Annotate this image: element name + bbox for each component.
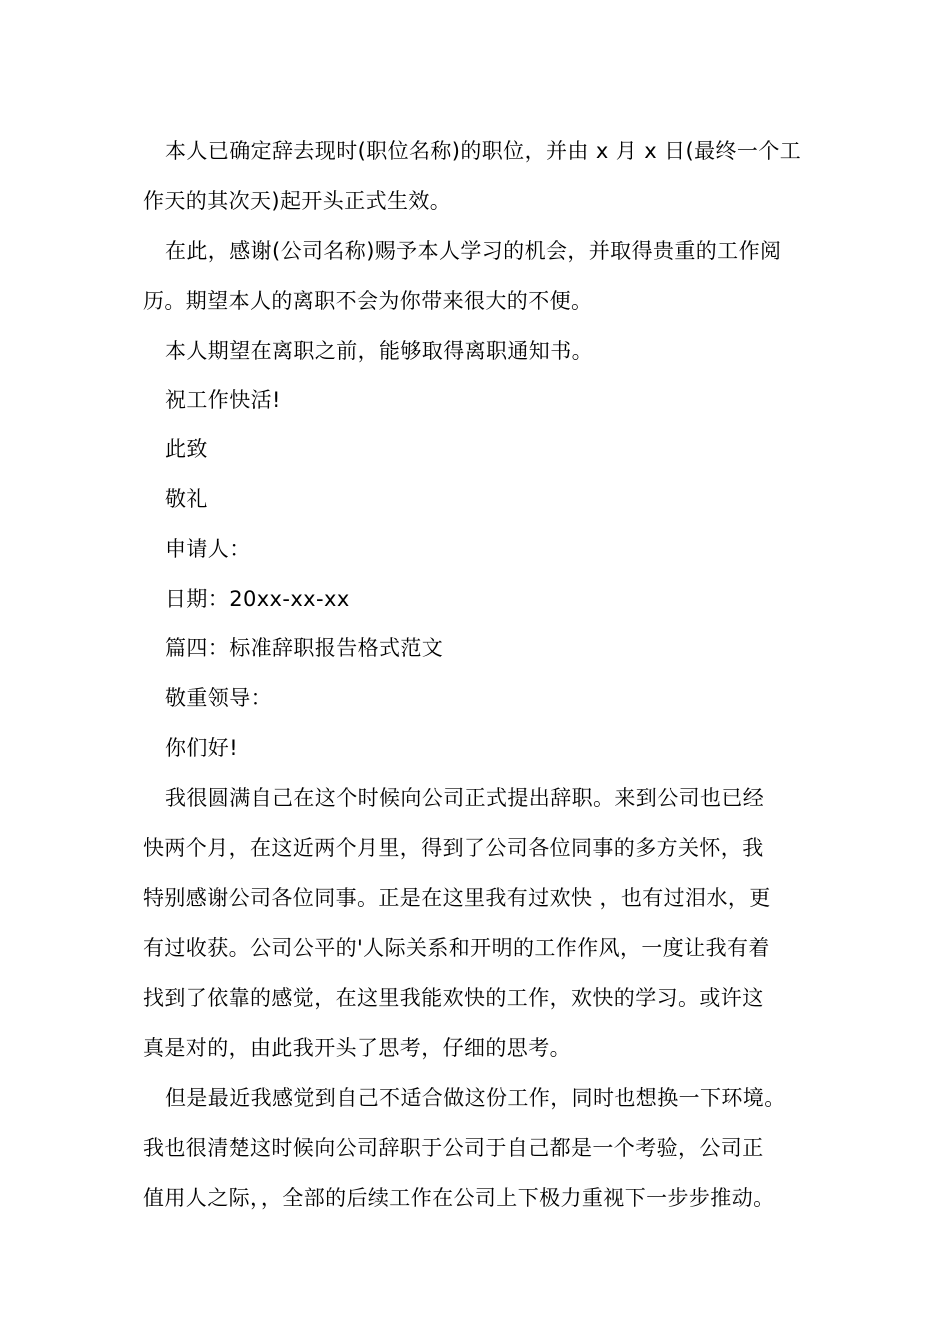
paragraph-4-line-1: 我很圆满自己在这个时候向公司正式提出辞职。来到公司也已经 bbox=[165, 786, 765, 810]
date-line: 日期：20xx-xx-xx bbox=[165, 587, 350, 611]
paragraph-4-line-3: 特别感谢公司各位同事。正是在这里我有过欢快 ，也有过泪水，更 bbox=[143, 886, 771, 910]
paragraph-4-line-5: 找到了依靠的感觉，在这里我能欢快的工作，欢快的学习。或许这 bbox=[143, 986, 764, 1010]
paragraph-4-line-4: 有过收获。公司公平的'人际关系和开明的工作作风，一度让我有着 bbox=[143, 936, 770, 960]
paragraph-5-line-3: 值用人之际，，全部的后续工作在公司上下极力重视下一步步推动。 bbox=[143, 1186, 775, 1210]
applicant-line: 申请人： bbox=[165, 537, 251, 561]
section-heading: 篇四：标准辞职报告格式范文 bbox=[165, 636, 444, 660]
greeting-line: 你们好! bbox=[165, 736, 239, 760]
paragraph-5-line-2: 我也很清楚这时候向公司辞职于公司于自己都是一个考验，公司正 bbox=[143, 1136, 764, 1160]
wish-line: 祝工作快活! bbox=[165, 388, 281, 412]
salutation-line: 敬重领导： bbox=[165, 686, 272, 710]
closing-line-2: 敬礼 bbox=[165, 487, 208, 511]
paragraph-3: 本人期望在离职之前，能够取得离职通知书。 bbox=[165, 339, 593, 363]
paragraph-4-line-6: 真是对的，由此我开头了思考，仔细的思考。 bbox=[143, 1036, 571, 1060]
paragraph-1-line-1: 本人已确定辞去现时(职位名称)的职位，并由 x 月 x 日(最终一个工 bbox=[165, 139, 802, 163]
paragraph-2-line-2: 历。期望本人的离职不会为你带来很大的不便。 bbox=[143, 289, 593, 313]
paragraph-4-line-2: 快两个月，在这近两个月里，得到了公司各位同事的多方关怀，我 bbox=[143, 836, 764, 860]
paragraph-1-line-2: 作天的其次天)起开头正式生效。 bbox=[143, 189, 452, 213]
paragraph-2-line-1: 在此，感谢(公司名称)赐予本人学习的机会，并取得贵重的工作阅 bbox=[165, 239, 782, 263]
closing-line-1: 此致 bbox=[165, 437, 208, 461]
paragraph-5-line-1: 但是最近我感觉到自己不适合做这份工作，同时也想换一下环境。 bbox=[165, 1086, 786, 1110]
